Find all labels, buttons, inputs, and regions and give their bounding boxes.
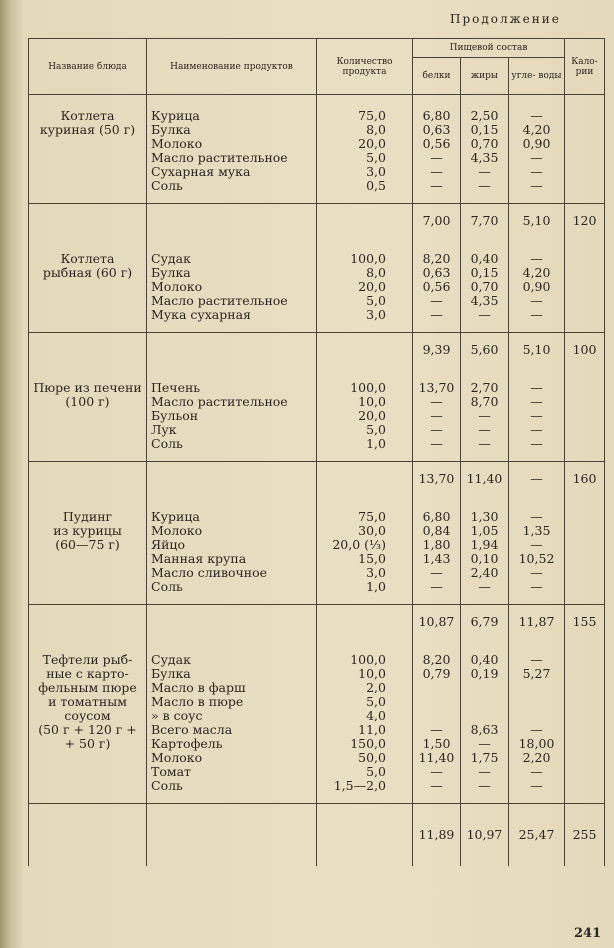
- total-carbs: 11,87: [509, 605, 565, 640]
- carbs-list-line: —: [530, 422, 543, 437]
- fat-list-line: —: [478, 736, 491, 751]
- dish-row: [29, 95, 605, 204]
- carbs-list-line: 4,20: [522, 265, 551, 280]
- fat-list-line: 0,15: [470, 265, 499, 280]
- product-list-line: Масло растительное: [151, 150, 288, 165]
- quantity-list-line: 100,0: [350, 251, 386, 266]
- protein-list-line: [413, 709, 460, 723]
- protein-list-line: —: [430, 565, 443, 580]
- dish-name-line: Пюре из печени: [33, 380, 142, 395]
- fat-list-line: —: [478, 422, 491, 437]
- calories-empty: [565, 238, 605, 333]
- product-list-line: Соль: [151, 579, 183, 594]
- quantity-list: [317, 639, 413, 804]
- quantity-list-line: 5,0: [366, 293, 386, 308]
- protein-list-line: 0,84: [422, 523, 451, 538]
- fat-list-line: 1,75: [470, 750, 499, 765]
- protein-list-line: 6,80: [422, 509, 451, 524]
- carbs-list-line: —: [530, 778, 543, 793]
- product-list-line: Курица: [151, 509, 200, 524]
- carbs-list: [509, 639, 565, 804]
- carbs-list-line: —: [530, 764, 543, 779]
- dish-name: [29, 238, 147, 333]
- fat-list: [461, 639, 509, 804]
- calories-empty: [565, 95, 605, 204]
- product-list-line: Мука сухарная: [151, 307, 251, 322]
- carbs-list-line: —: [530, 394, 543, 409]
- quantity-list-line: 3,0: [366, 307, 386, 322]
- carbs-list-line: —: [530, 307, 543, 322]
- dish-name: [29, 95, 147, 204]
- quantity-list-line: 15,0: [358, 551, 386, 566]
- product-list: [147, 367, 317, 462]
- header-protein: белки: [413, 58, 461, 95]
- fat-list-line: —: [478, 408, 491, 423]
- product-list-line: Бульон: [151, 408, 199, 423]
- dish-row: [29, 496, 605, 605]
- carbs-list-line: 10,52: [518, 551, 555, 566]
- quantity-list: [317, 367, 413, 462]
- protein-list-line: 8,20: [422, 652, 451, 667]
- dish-name-line: ные с карто-: [46, 666, 129, 681]
- carbs-list-line: —: [530, 537, 543, 552]
- fat-list-line: —: [478, 764, 491, 779]
- protein-list-line: [413, 695, 460, 709]
- carbs-list-line: —: [530, 150, 543, 165]
- fat-list-line: —: [478, 307, 491, 322]
- carbs-list: [509, 496, 565, 605]
- dish-name-line: (100 г): [65, 394, 110, 409]
- fat-list-line: 0,70: [470, 279, 499, 294]
- total-fat: 10,97: [461, 804, 509, 867]
- dish-name-line: (60—75 г): [55, 537, 120, 552]
- total-calories: 100: [565, 333, 605, 368]
- product-list-line: Масло в фарш: [151, 680, 246, 695]
- product-list-line: Томат: [151, 764, 191, 779]
- product-list-line: Булка: [151, 265, 191, 280]
- fat-list-line: [461, 709, 508, 723]
- carbs-list-line: 5,27: [522, 666, 551, 681]
- quantity-list: [317, 238, 413, 333]
- dish-name: [29, 496, 147, 605]
- recipe-table: [28, 38, 605, 866]
- dish-name: [29, 639, 147, 804]
- fat-list-line: 8,63: [470, 722, 499, 737]
- product-list-line: Масло растительное: [151, 394, 288, 409]
- protein-list-line: —: [430, 150, 443, 165]
- fat-list-line: 1,94: [470, 537, 499, 552]
- total-calories: 160: [565, 462, 605, 497]
- total-protein: 13,70: [413, 462, 461, 497]
- total-row: [29, 204, 605, 239]
- carbs-list-line: —: [530, 722, 543, 737]
- carbs-list-line: —: [530, 408, 543, 423]
- product-list-line: Молоко: [151, 523, 203, 538]
- protein-list-line: —: [430, 293, 443, 308]
- product-list-line: Молоко: [151, 750, 203, 765]
- protein-list-line: —: [430, 178, 443, 193]
- total-calories: 255: [565, 804, 605, 867]
- fat-list-line: 2,40: [470, 565, 499, 580]
- header-products: Наименование продуктов: [147, 39, 317, 95]
- carbs-list-line: —: [530, 164, 543, 179]
- quantity-list-line: 75,0: [358, 108, 386, 123]
- protein-list-line: 11,40: [418, 750, 455, 765]
- protein-list-line: —: [430, 164, 443, 179]
- carbs-list-line: —: [530, 579, 543, 594]
- protein-list-line: —: [430, 764, 443, 779]
- protein-list: [413, 639, 461, 804]
- product-list-line: Лук: [151, 422, 177, 437]
- fat-list-line: —: [478, 164, 491, 179]
- quantity-list-line: 8,0: [366, 265, 386, 280]
- carbs-list-line: 4,20: [522, 122, 551, 137]
- carbs-list-line: —: [530, 293, 543, 308]
- quantity-list-line: 50,0: [358, 750, 386, 765]
- fat-list-line: 2,50: [470, 108, 499, 123]
- product-list-line: Манная крупа: [151, 551, 247, 566]
- carbs-list-line: —: [530, 380, 543, 395]
- carbs-list-line: 0,90: [522, 279, 551, 294]
- fat-list: [461, 238, 509, 333]
- product-list-line: Булка: [151, 666, 191, 681]
- quantity-list-line: 5,0: [366, 150, 386, 165]
- quantity-list-line: 100,0: [350, 380, 386, 395]
- carbs-list-line: —: [530, 509, 543, 524]
- quantity-list: [317, 496, 413, 605]
- dish-name-line: соусом: [64, 708, 111, 723]
- protein-list-line: —: [430, 722, 443, 737]
- quantity-list-line: 0,5: [366, 178, 386, 193]
- dish-name-line: Котлета: [60, 108, 115, 123]
- fat-list-line: 4,35: [470, 293, 499, 308]
- protein-list-line: —: [430, 579, 443, 594]
- protein-list-line: 0,63: [422, 122, 451, 137]
- header-dish: Название блюда: [29, 39, 147, 95]
- fat-list-line: 0,10: [470, 551, 499, 566]
- protein-list: [413, 238, 461, 333]
- dish-row: [29, 639, 605, 804]
- quantity-list-line: 20,0 (⅓): [332, 537, 386, 552]
- dish-row: [29, 238, 605, 333]
- total-carbs: —: [509, 462, 565, 497]
- protein-list-line: 0,56: [422, 136, 451, 151]
- quantity-list-line: 20,0: [358, 136, 386, 151]
- quantity-list-line: 75,0: [358, 509, 386, 524]
- fat-list-line: [461, 695, 508, 709]
- fat-list-line: 4,35: [470, 150, 499, 165]
- quantity-list-line: 3,0: [366, 565, 386, 580]
- total-row: [29, 333, 605, 368]
- header-nutrition: Пищевой состав: [413, 39, 565, 58]
- header-calories: Кало- рии: [565, 39, 605, 95]
- carbs-list-line: 1,35: [522, 523, 551, 538]
- product-list-line: » в соус: [151, 708, 203, 723]
- protein-list-line: 1,50: [422, 736, 451, 751]
- carbs-list-line: —: [530, 436, 543, 451]
- fat-list-line: 1,30: [470, 509, 499, 524]
- total-carbs: 5,10: [509, 333, 565, 368]
- total-protein: 10,87: [413, 605, 461, 640]
- protein-list-line: 6,80: [422, 108, 451, 123]
- fat-list: [461, 367, 509, 462]
- header-carbs: угле- воды: [509, 58, 565, 95]
- protein-list: [413, 367, 461, 462]
- product-list-line: Масло сливочное: [151, 565, 268, 580]
- quantity-list-line: 20,0: [358, 408, 386, 423]
- product-list-line: Судак: [151, 652, 191, 667]
- dish-name-line: рыбная (60 г): [42, 265, 133, 280]
- fat-list-line: 0,19: [470, 666, 499, 681]
- product-list: [147, 238, 317, 333]
- protein-list-line: 0,56: [422, 279, 451, 294]
- product-list: [147, 95, 317, 204]
- fat-list-line: 2,70: [470, 380, 499, 395]
- product-list-line: Булка: [151, 122, 191, 137]
- quantity-list-line: 10,0: [358, 666, 386, 681]
- dish-name-line: и томатным: [48, 694, 127, 709]
- total-fat: 5,60: [461, 333, 509, 368]
- quantity-list-line: 1,0: [366, 579, 386, 594]
- protein-list-line: 0,79: [422, 666, 451, 681]
- header-fat: жиры: [461, 58, 509, 95]
- protein-list-line: 0,63: [422, 265, 451, 280]
- carbs-list-line: [509, 695, 564, 709]
- carbs-list-line: —: [530, 108, 543, 123]
- quantity-list-line: 20,0: [358, 279, 386, 294]
- protein-list-line: —: [430, 408, 443, 423]
- quantity-list-line: 10,0: [358, 394, 386, 409]
- product-list-line: Молоко: [151, 136, 203, 151]
- quantity-list-line: 5,0: [366, 694, 386, 709]
- product-list: [147, 496, 317, 605]
- protein-list-line: —: [430, 422, 443, 437]
- fat-list-line: —: [478, 436, 491, 451]
- total-carbs: 5,10: [509, 204, 565, 239]
- total-row: [29, 804, 605, 867]
- carbs-list-line: —: [530, 652, 543, 667]
- product-list-line: Соль: [151, 436, 183, 451]
- quantity-list-line: 1,0: [366, 436, 386, 451]
- total-protein: 9,39: [413, 333, 461, 368]
- fat-list-line: 0,40: [470, 251, 499, 266]
- fat-list-line: 0,40: [470, 652, 499, 667]
- carbs-list-line: [509, 709, 564, 723]
- product-list-line: Соль: [151, 178, 183, 193]
- dish-name-line: Тефтели рыб-: [42, 652, 133, 667]
- protein-list-line: 1,43: [422, 551, 451, 566]
- quantity-list-line: 30,0: [358, 523, 386, 538]
- quantity-list: [317, 95, 413, 204]
- dish-row: [29, 367, 605, 462]
- product-list-line: Картофель: [151, 736, 223, 751]
- product-list-line: Судак: [151, 251, 191, 266]
- carbs-list-line: —: [530, 251, 543, 266]
- dish-name-line: + 50 г): [64, 736, 111, 751]
- dish-name-line: куриная (50 г): [39, 122, 136, 137]
- fat-list: [461, 496, 509, 605]
- product-list-line: Соль: [151, 778, 183, 793]
- total-protein: 7,00: [413, 204, 461, 239]
- total-row: [29, 462, 605, 497]
- header-quantity: Количество продукта: [317, 39, 413, 95]
- protein-list-line: —: [430, 394, 443, 409]
- dish-name: [29, 367, 147, 462]
- product-list-line: Курица: [151, 108, 200, 123]
- carbs-list-line: 2,20: [522, 750, 551, 765]
- fat-list-line: 1,05: [470, 523, 499, 538]
- calories-empty: [565, 367, 605, 462]
- total-fat: 6,79: [461, 605, 509, 640]
- quantity-list-line: 1,5—2,0: [333, 778, 386, 793]
- dish-name-line: фельным пюре: [38, 680, 137, 695]
- total-fat: 7,70: [461, 204, 509, 239]
- fat-list-line: —: [478, 579, 491, 594]
- total-fat: 11,40: [461, 462, 509, 497]
- carbs-list: [509, 95, 565, 204]
- product-list-line: Всего масла: [151, 722, 233, 737]
- total-calories: 120: [565, 204, 605, 239]
- continuation-label: Продолжение: [450, 12, 561, 26]
- carbs-list-line: —: [530, 178, 543, 193]
- page-number: 241: [574, 926, 602, 941]
- carbs-list-line: 0,90: [522, 136, 551, 151]
- carbs-list-line: [509, 681, 564, 695]
- protein-list-line: [413, 681, 460, 695]
- quantity-list-line: 5,0: [366, 422, 386, 437]
- fat-list-line: —: [478, 778, 491, 793]
- carbs-list: [509, 238, 565, 333]
- protein-list-line: —: [430, 436, 443, 451]
- quantity-list-line: 5,0: [366, 764, 386, 779]
- total-row: [29, 605, 605, 640]
- fat-list-line: 0,15: [470, 122, 499, 137]
- fat-list-line: 0,70: [470, 136, 499, 151]
- product-list-line: Молоко: [151, 279, 203, 294]
- product-list-line: Яйцо: [151, 537, 185, 552]
- protein-list-line: 8,20: [422, 251, 451, 266]
- quantity-list-line: 100,0: [350, 652, 386, 667]
- quantity-list-line: 2,0: [366, 680, 386, 695]
- protein-list: [413, 496, 461, 605]
- carbs-list-line: —: [530, 565, 543, 580]
- protein-list-line: 13,70: [418, 380, 455, 395]
- product-list-line: Сухарная мука: [151, 164, 251, 179]
- protein-list-line: —: [430, 307, 443, 322]
- dish-name-line: (50 г + 120 г +: [38, 722, 137, 737]
- protein-list-line: —: [430, 778, 443, 793]
- product-list: [147, 639, 317, 804]
- carbs-list-line: 18,00: [518, 736, 555, 751]
- product-list-line: Печень: [151, 380, 201, 395]
- carbs-list: [509, 367, 565, 462]
- fat-list: [461, 95, 509, 204]
- quantity-list-line: 11,0: [358, 722, 386, 737]
- fat-list-line: [461, 681, 508, 695]
- product-list-line: Масло растительное: [151, 293, 288, 308]
- quantity-list-line: 8,0: [366, 122, 386, 137]
- dish-name-line: Котлета: [60, 251, 115, 266]
- calories-empty: [565, 496, 605, 605]
- protein-list: [413, 95, 461, 204]
- total-calories: 155: [565, 605, 605, 640]
- product-list-line: Масло в пюре: [151, 694, 244, 709]
- total-carbs: 25,47: [509, 804, 565, 867]
- fat-list-line: 8,70: [470, 394, 499, 409]
- quantity-list-line: 3,0: [366, 164, 386, 179]
- fat-list-line: —: [478, 178, 491, 193]
- quantity-list-line: 150,0: [350, 736, 386, 751]
- total-protein: 11,89: [413, 804, 461, 867]
- protein-list-line: 1,80: [422, 537, 451, 552]
- calories-empty: [565, 639, 605, 804]
- quantity-list-line: 4,0: [366, 708, 386, 723]
- dish-name-line: Пудинг: [62, 509, 113, 524]
- dish-name-line: из курицы: [53, 523, 122, 538]
